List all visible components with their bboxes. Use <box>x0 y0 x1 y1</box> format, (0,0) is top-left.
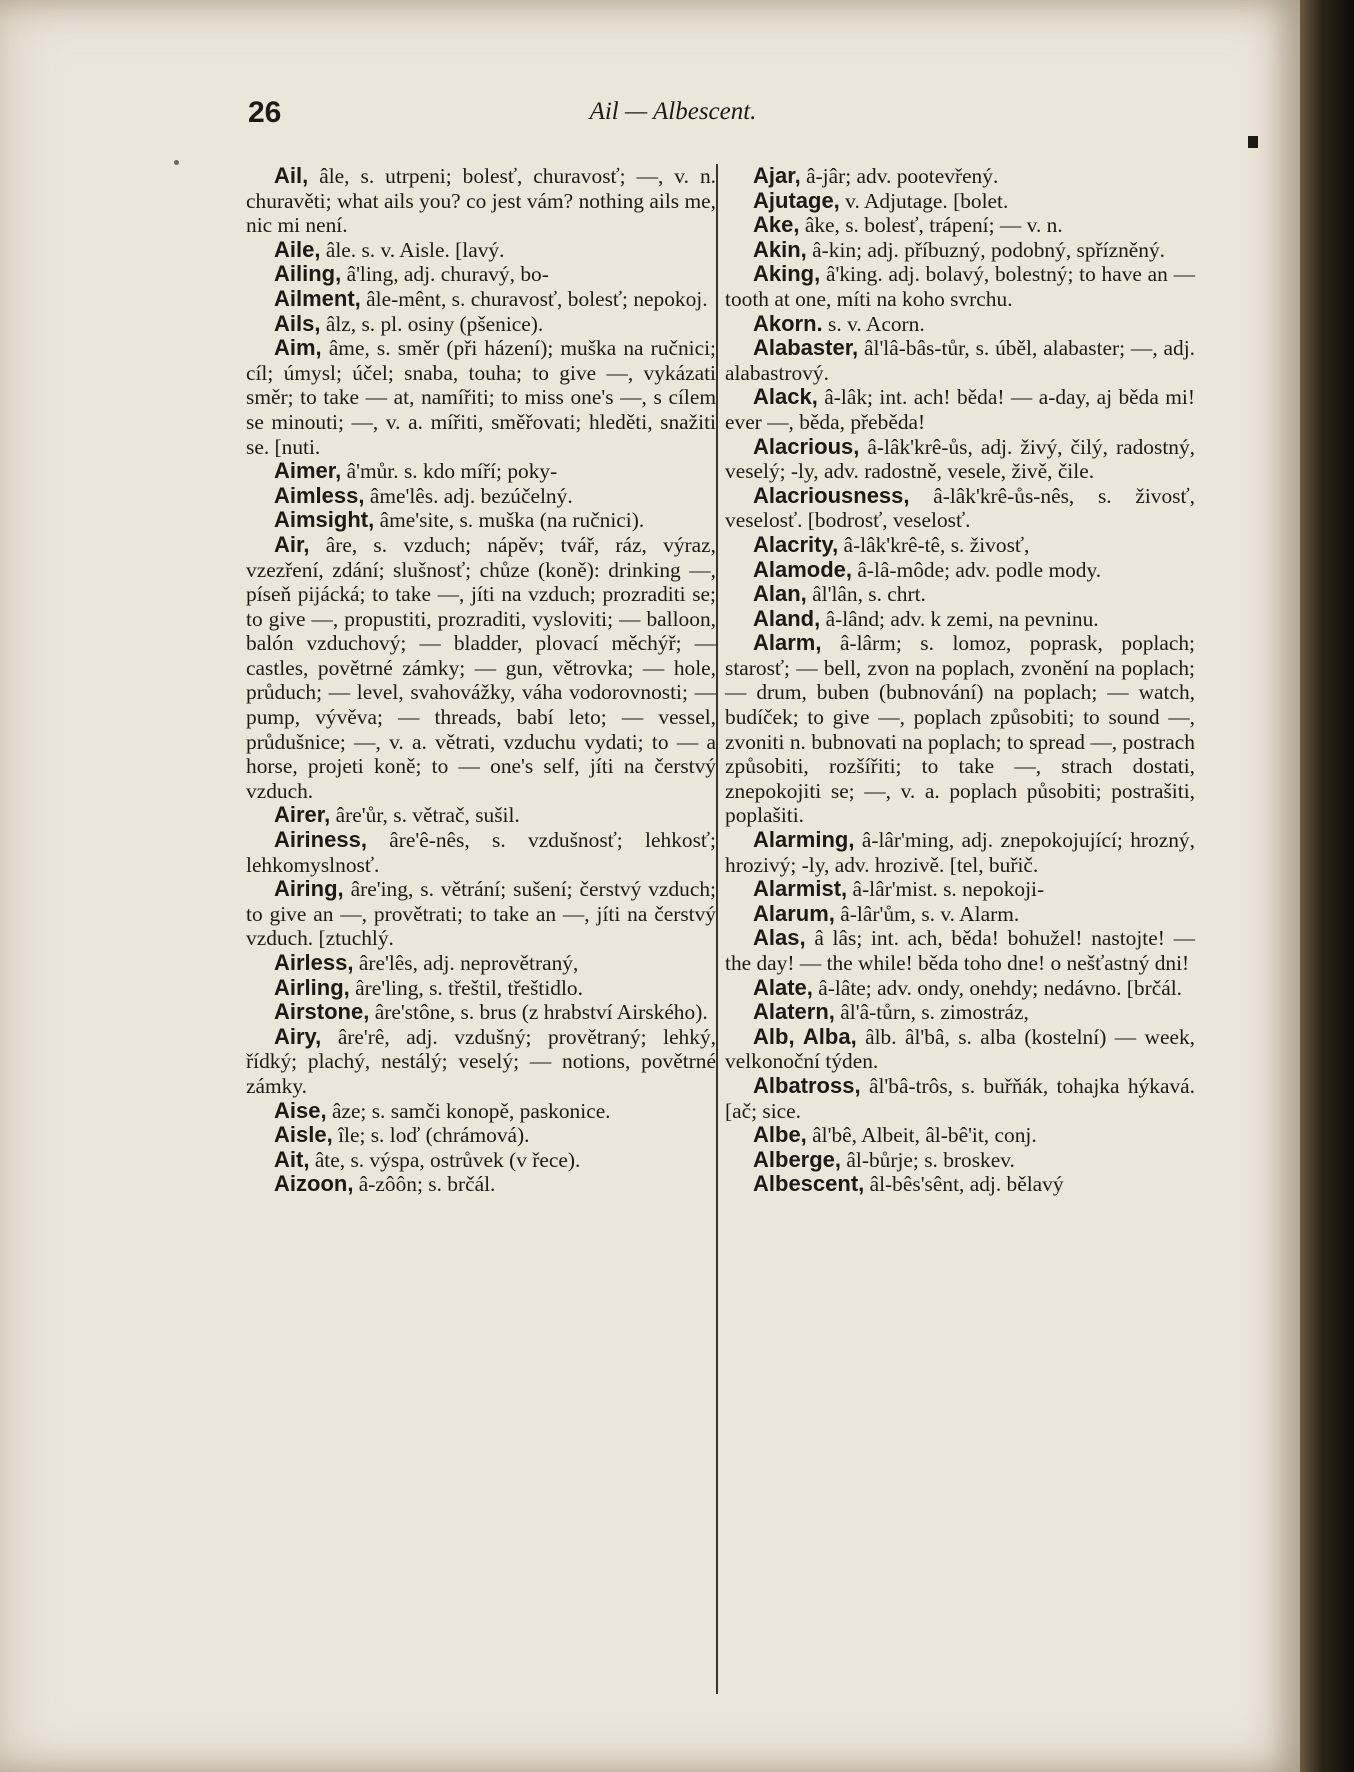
definition: âle. s. v. Aisle. [lavý. <box>325 237 505 262</box>
headword: Alarm, <box>753 630 822 656</box>
headword: Alacrity, <box>753 531 839 557</box>
definition: â-lâr'ům, s. v. Alarm. <box>840 901 1020 926</box>
headword: Albatross, <box>753 1072 861 1098</box>
dictionary-entry <box>725 582 1195 607</box>
definition: âme'site, s. muška (na ručnici). <box>379 508 645 533</box>
definition: â-lâ-môde; adv. podle mody. <box>857 557 1102 582</box>
definition: â-zôôn; s. brčál. <box>358 1172 496 1197</box>
dictionary-entry <box>725 1123 1195 1148</box>
dictionary-entry <box>246 1000 716 1025</box>
headword: Air, <box>274 531 310 557</box>
dictionary-entry <box>725 189 1195 214</box>
headword: Aimer, <box>274 458 342 484</box>
definition: âre'ing, s. větrání; sušení; čerstvý vzduch; to give an —, provětrati; to take an —, jíti na čerstvý vzduch. [ztuchlý. <box>246 877 716 951</box>
headword: Airing, <box>274 876 344 902</box>
definition: â'ling, adj. churavý, bo- <box>346 262 549 287</box>
dictionary-entry <box>246 976 716 1001</box>
dictionary-entry <box>246 262 716 287</box>
headword: Aizoon, <box>274 1171 354 1197</box>
margin-dot <box>174 160 179 165</box>
headword: Alan, <box>753 581 807 607</box>
dictionary-entry <box>725 1000 1195 1025</box>
headword: Ailment, <box>274 285 361 311</box>
headword: Alb, Alba, <box>753 1023 857 1049</box>
definition: âlb. âl'bâ, s. alba (kostelní) — week, velkonoční týden. <box>725 1024 1195 1074</box>
definition: âme'lês. adj. bezúčelný. <box>369 483 573 508</box>
headword: Alas, <box>753 925 806 951</box>
headword: Airstone, <box>274 999 370 1025</box>
dictionary-entry <box>246 1099 716 1124</box>
headword: Akin, <box>753 236 807 262</box>
definition: v. Adjutage. [bolet. <box>845 188 1009 213</box>
dictionary-entry <box>725 164 1195 189</box>
dictionary-entry <box>725 336 1195 385</box>
headword: Airer, <box>274 802 331 828</box>
headword: Airless, <box>274 950 354 975</box>
dictionary-entry <box>725 558 1195 583</box>
definition: âre'ling, s. třeštil, třeštidlo. <box>355 975 583 1000</box>
dictionary-entry <box>725 902 1195 927</box>
dictionary-entry <box>725 262 1195 311</box>
definition: â lâs; int. ach, běda! bohužel! nastojte! — the day! — the while! běda toho dne! o nešťastný dni! <box>725 926 1195 975</box>
definition: â-kin; adj. příbuzný, podobný, spřízněný. <box>812 237 1166 262</box>
definition: â'king. adj. bolavý, bolestný; to have an — tooth at one, míti na koho svrchu. <box>725 262 1195 311</box>
definition: â-lâk; int. ach! běda! — a-day, aj běda mi! ever —, běda, přeběda! <box>725 385 1195 434</box>
headword: Albescent, <box>753 1171 865 1197</box>
headword: Aise, <box>274 1097 327 1123</box>
definition: âl-bůrje; s. broskev. <box>846 1147 1015 1172</box>
definition: â-lâr'mist. s. nepokoji- <box>852 877 1045 902</box>
headword: Albe, <box>753 1122 807 1148</box>
headword: Alabaster, <box>753 335 859 361</box>
definition: âke, s. bolesť, trápení; — v. n. <box>804 213 1063 238</box>
dictionary-entry <box>725 312 1195 337</box>
headword: Airling, <box>274 974 350 1000</box>
dictionary-entry <box>246 336 716 459</box>
definition: â-lârm; s. lomoz, poprask, poplach; starosť; — bell, zvon na poplach, zvonění na poplach; — drum, buben (bubnování) na poplach; — watch, budíček; to give —, poplach způsobiti; to sound —, zvoniti n. bubnovati na poplach; to spread —, postrach způsobiti, rozšířiti; to take —, strach dostati, znepokojiti se; —, v. a. poplach působiti; postrašiti, poplašiti. <box>725 631 1195 828</box>
running-title: Ail — Albescent. <box>589 98 757 125</box>
right-column <box>725 164 1195 1734</box>
definition: â-lând; adv. k zemi, na pevninu. <box>825 606 1099 631</box>
definition: â-lâk'krê-ůs-nês, s. živosť, veselosť. [bodrosť, veselosť. <box>725 483 1195 533</box>
definition: â'můr. s. kdo míří; poky- <box>346 459 558 484</box>
definition: âlz, s. pl. osiny (pšenice). <box>325 311 544 336</box>
definition: â-jâr; adv. pootevřený. <box>806 164 999 188</box>
dictionary-entry <box>246 484 716 509</box>
dictionary-entry <box>246 803 716 828</box>
dictionary-entry <box>725 213 1195 238</box>
headword: Ake, <box>753 212 800 238</box>
headword: Aim, <box>274 335 322 361</box>
dictionary-entry <box>725 631 1195 828</box>
definition: âre'ůr, s. větrač, sušil. <box>335 803 520 828</box>
headword: Alarum, <box>753 900 835 926</box>
headword: Alack, <box>753 384 818 410</box>
dictionary-entry <box>725 385 1195 434</box>
dictionary-entry <box>246 1148 716 1173</box>
headword: Airy, <box>274 1023 322 1049</box>
definition: âte, s. výspa, ostrůvek (v řece). <box>314 1147 581 1172</box>
definition: âze; s. samči konopě, paskonice. <box>331 1098 611 1123</box>
definition: âre, s. vzduch; nápěv; tvář, ráz, výraz, vzezření, zdání; slušnosť; chůze (koně): drinking —, píseň pijácká; to take —, jíti na vzduch; prozraditi se; to give —, propustiti, prozraditi, vysloviti; — balloon, balón vzduchový; — bladder, plovací měchýř; — castles, povětrné zámky; — gun, větrovka; — hole, průduch; — level, svahovážky, váha vodorovnosti; — pump, vývěva; — threads, babí leto; — vessel, průdušnice; —, v. a. větrati, vzduchu vydati; to — a horse, projeti koně; to — one's self, jíti na čerstvý vzduch. <box>246 532 716 803</box>
headword: Ajar, <box>753 163 801 188</box>
dictionary-entry <box>725 533 1195 558</box>
headword: Ails, <box>274 310 321 336</box>
dictionary-entry <box>246 238 716 263</box>
dictionary-entry <box>725 926 1195 975</box>
headword: Ailing, <box>274 261 342 287</box>
definition: âle-mênt, s. churavosť, bolesť; nepokoj. <box>366 286 708 311</box>
headword: Alate, <box>753 974 813 1000</box>
dictionary-entry <box>725 877 1195 902</box>
dictionary-entry <box>246 877 716 951</box>
dictionary-entry <box>725 238 1195 263</box>
definition: â-lâk'krê-ůs, adj. živý, čilý, radostný, veselý; -ly, adv. radostně, vesele, živě, čile. <box>725 434 1195 484</box>
page-number: 26 <box>248 96 282 129</box>
dictionary-entry <box>725 484 1195 533</box>
definition: âl'lâ-bâs-tůr, s. úběl, alabaster; —, adj. alabastrový. <box>725 336 1195 385</box>
headword: Aile, <box>274 236 321 262</box>
headword: Airiness, <box>274 827 367 853</box>
headword: Aland, <box>753 605 821 631</box>
dictionary-entry <box>246 828 716 877</box>
definition: âre'ê-nês, s. vzdušnosť; lehkosť; lehkomyslnosť. <box>246 828 716 877</box>
definition: âl'â-tůrn, s. zimostráz, <box>840 1000 1029 1025</box>
definition: â-lâte; adv. ondy, onehdy; nedávno. [brčál. <box>818 975 1182 1000</box>
dictionary-entry <box>725 607 1195 632</box>
left-column <box>246 164 716 1734</box>
dictionary-entry <box>246 312 716 337</box>
definition: âl-bês'sênt, adj. bělavý <box>869 1172 1064 1197</box>
headword: Aimless, <box>274 482 365 508</box>
definition: âl'lân, s. chrt. <box>812 582 926 607</box>
dictionary-entry <box>725 435 1195 484</box>
margin-mark <box>1248 136 1258 148</box>
dictionary-entry <box>725 976 1195 1001</box>
headword: Alacrious, <box>753 433 860 459</box>
definition: â-lâr'ming, adj. znepokojující; hrozný, hrozivý; -ly, adv. hrozivě. [tel, buřič. <box>725 828 1195 877</box>
headword: Alamode, <box>753 556 853 582</box>
headword: Alberge, <box>753 1146 842 1172</box>
dictionary-entry <box>246 164 716 238</box>
headword: Alarming, <box>753 827 855 853</box>
definition: âle, s. utrpeni; bolesť, churavosť; —, v. n. churavěti; what ails you? co jest vám? nothing ails me, nic mi není. <box>246 164 716 238</box>
dictionary-entry <box>246 1123 716 1148</box>
dictionary-entry <box>246 508 716 533</box>
definition: s. v. Acorn. <box>828 311 925 336</box>
headword: Aisle, <box>274 1122 333 1148</box>
definition: âl'bâ-trôs, s. buřňák, tohajka hýkavá. [ač; sice. <box>725 1073 1195 1123</box>
definition: âl'bê, Albeit, âl-bê'it, conj. <box>812 1123 1037 1148</box>
dictionary-entry <box>246 459 716 484</box>
dictionary-entry <box>725 1172 1195 1197</box>
dictionary-entry <box>725 828 1195 877</box>
headword: Ail, <box>274 163 309 188</box>
headword: Alatern, <box>753 999 835 1025</box>
dictionary-entry <box>246 1025 716 1099</box>
definition: â-lâk'krê-tê, s. živosť, <box>843 532 1030 557</box>
definition: île; s. loď (chrámová). <box>338 1123 530 1148</box>
dictionary-entry <box>246 287 716 312</box>
column-rule <box>716 164 718 1694</box>
dictionary-entry <box>246 533 716 804</box>
running-header <box>248 96 1098 136</box>
definition: âre'stône, s. brus (z hrabství Airského). <box>374 1000 708 1025</box>
dictionary-entry <box>725 1025 1195 1074</box>
definition: âre'lês, adj. neprovětraný, <box>358 951 579 975</box>
headword: Alacriousness, <box>753 482 910 508</box>
headword: Alarmist, <box>753 876 848 902</box>
headword: Aking, <box>753 261 821 287</box>
headword: Akorn. <box>753 310 823 336</box>
book-edge <box>1300 0 1354 1772</box>
dictionary-entry <box>725 1148 1195 1173</box>
dictionary-entry <box>246 951 716 976</box>
headword: Ajutage, <box>753 187 840 213</box>
dictionary-entry <box>725 1074 1195 1123</box>
dictionary-entry <box>246 1172 716 1197</box>
definition: âre'rê, adj. vzdušný; provětraný; lehký, řídký; plachý, nestálý; veselý; — notions, povětrné zámky. <box>246 1024 716 1098</box>
headword: Ait, <box>274 1146 310 1172</box>
definition: âme, s. směr (při házení); muška na ručnici; cíl; úmysl; účel; snaba, touha; to give —, vykázati směr; to take — at, namířiti; to miss one's —, s cílem se minouti; —, v. a. mířiti, směřovati; hleděti, snažiti se. [nuti. <box>246 336 716 459</box>
headword: Aimsight, <box>274 507 375 533</box>
